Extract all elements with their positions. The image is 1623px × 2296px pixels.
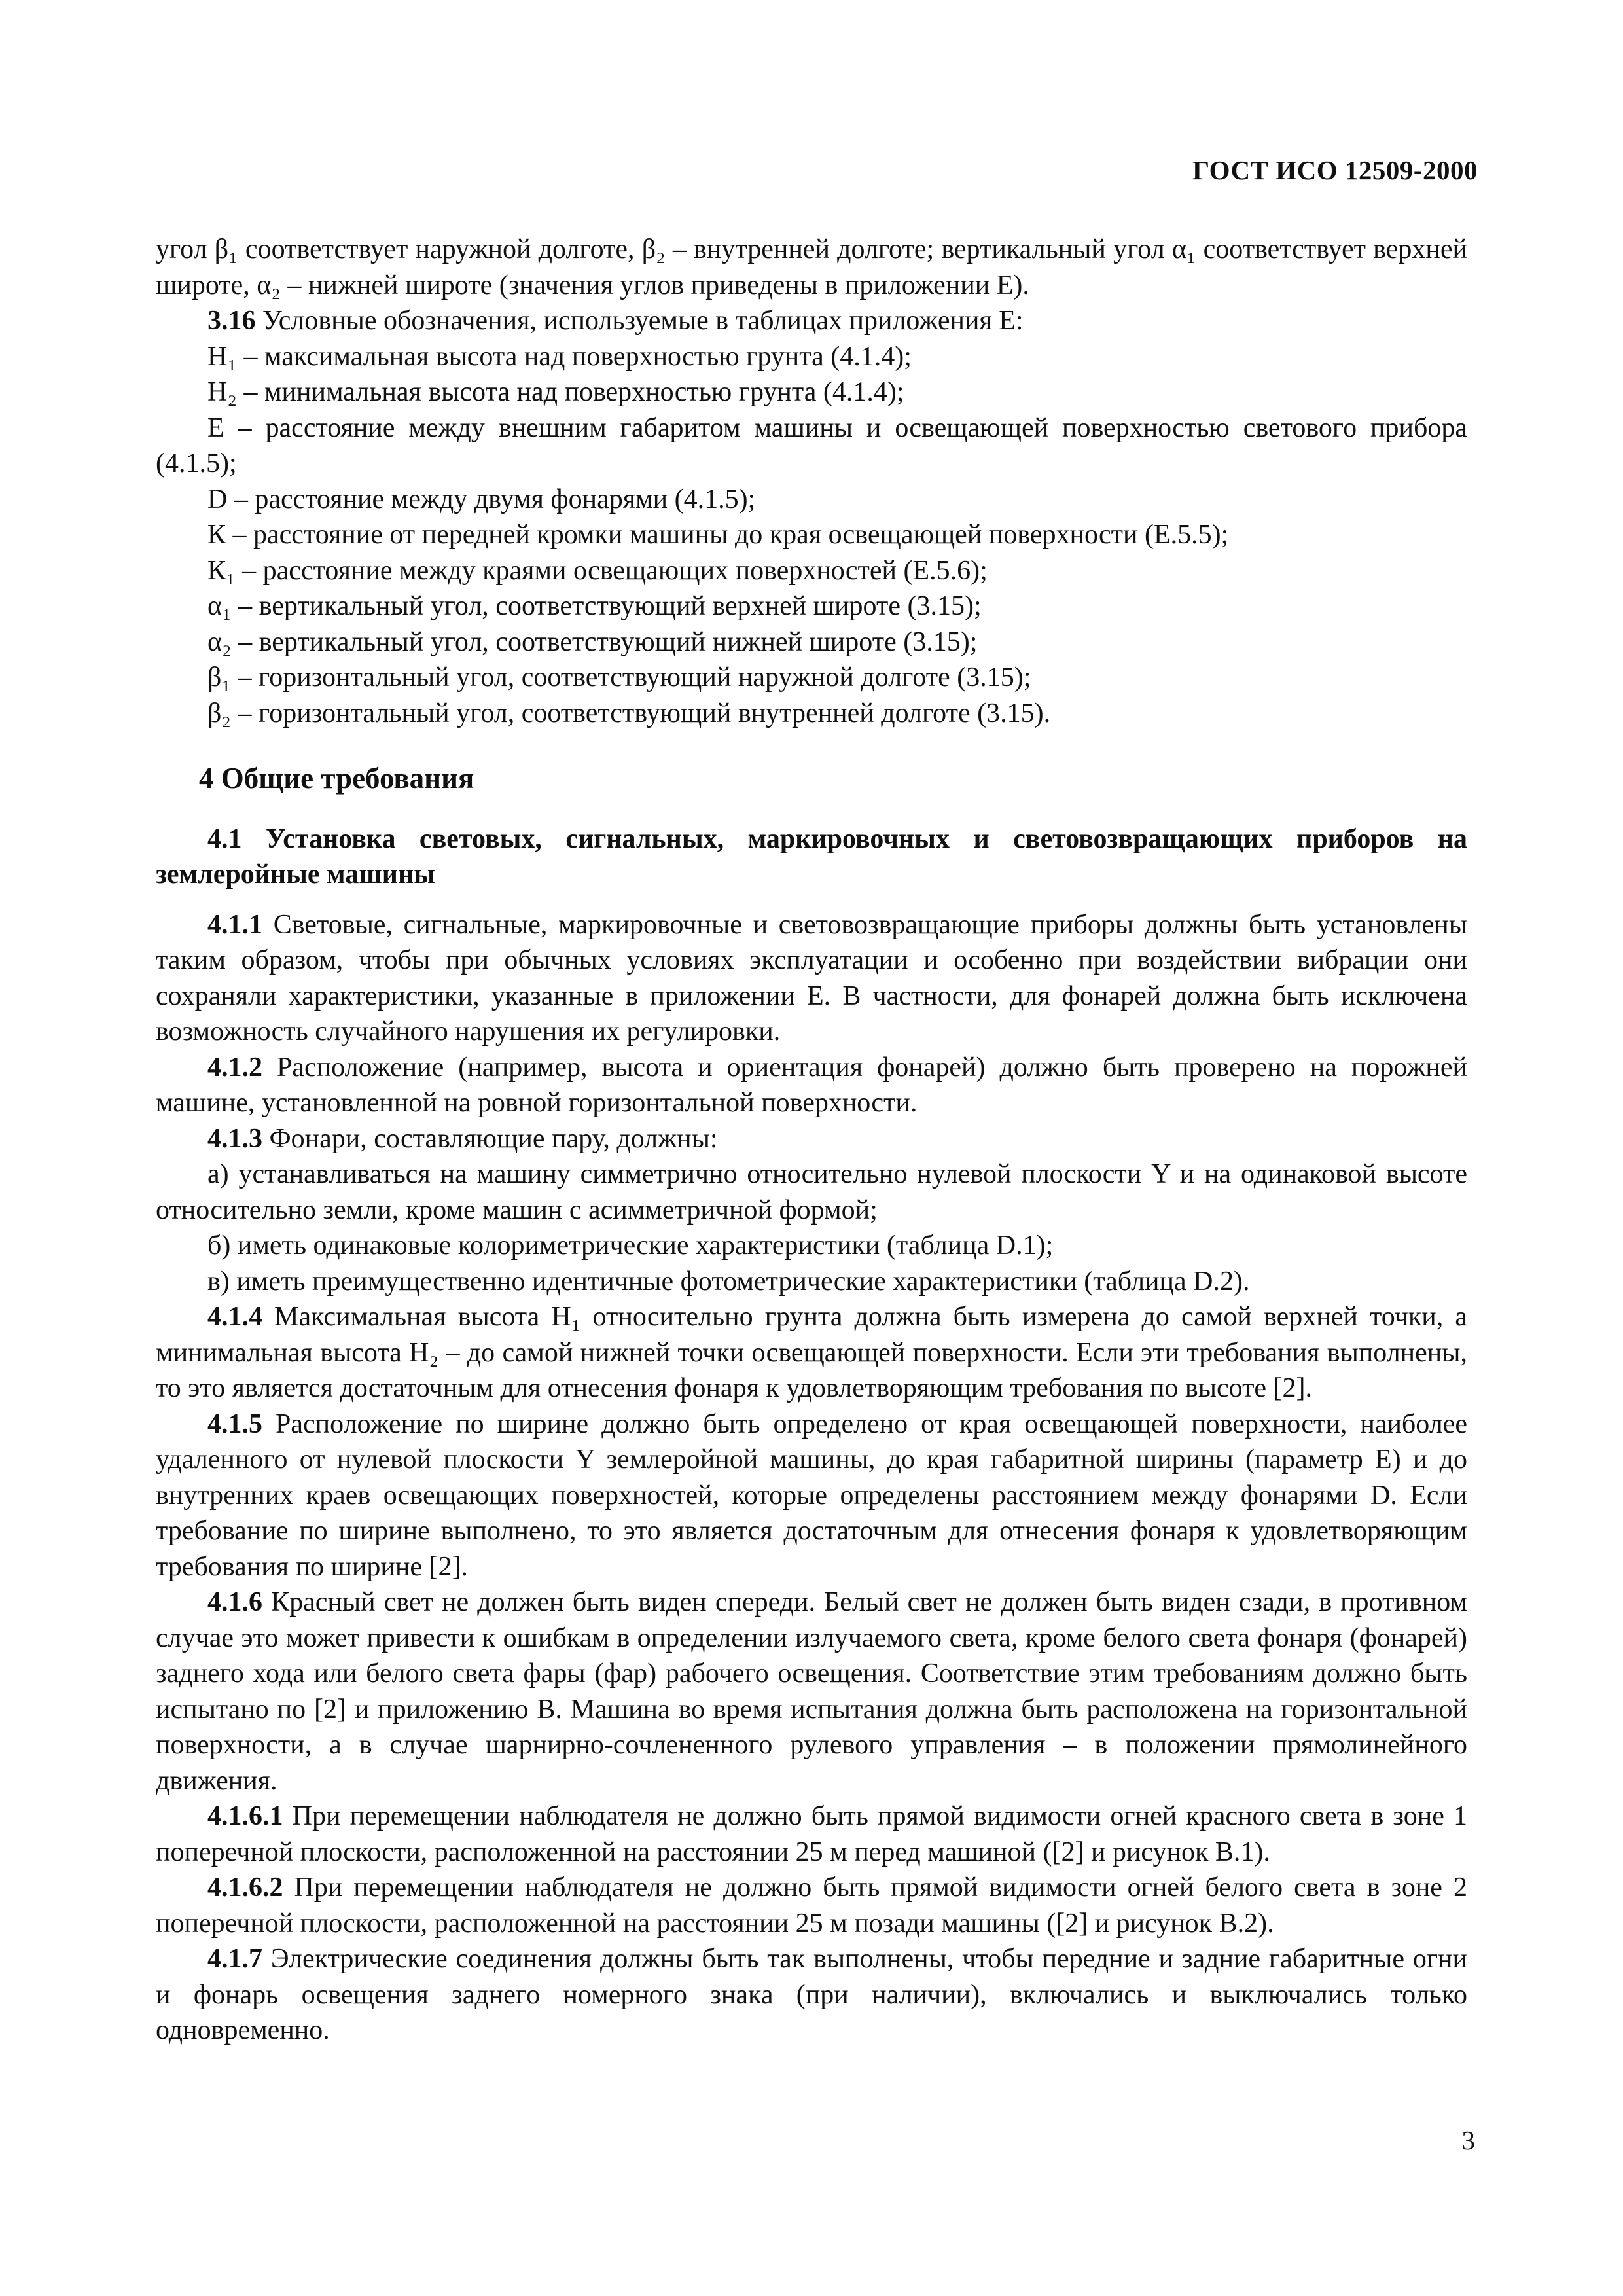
clause-number: 4.1.6.2 <box>207 1873 283 1903</box>
symbol-item-h2: H₂ – минимальная высота над поверхностью грунта (4.1.4); <box>207 377 904 407</box>
clause-number: 4.1.5 <box>207 1408 262 1439</box>
clause-4-1-4 <box>156 1299 1467 1407</box>
document-body <box>156 232 1467 2049</box>
clause-number: 4.1.6.1 <box>207 1801 283 1831</box>
symbol-item-k1: К₁ – расстояние между краями освещающих поверхностей (Е.5.6); <box>207 555 988 586</box>
clause-4-1-6-1 <box>156 1799 1467 1870</box>
clause-4-1-1 <box>156 907 1467 1050</box>
symbol-item-k: К – расстояние от передней кромки машины до края освещающей поверхности (Е.5.5); <box>207 520 1229 550</box>
list-item-b: б) иметь одинаковые колориметрические характеристики (таблица D.1); <box>207 1230 1054 1261</box>
subsection-4-1-title: 4.1 Установка световых, сигнальных, маркировочных и световозвращающих приборов на землеройные машины <box>156 823 1467 889</box>
clause-text: При перемещении наблюдателя не должно быть прямой видимости огней белого света в зоне 2 поперечной плоскости, расположенной на расстоянии 25 м позади машины ([2] и рисунок В.2). <box>156 1873 1467 1939</box>
clause-4-1-7 <box>156 1941 1467 2049</box>
clause-text: При перемещении наблюдателя не должно быть прямой видимости огней красного света в зоне 1 поперечной плоскости, расположенной на расстоянии 25 м перед машиной ([2] и рисунок В.1). <box>156 1801 1467 1867</box>
symbol-item-beta2: β₂ – горизонтальный угол, соответствующий внутренней долготе (3.15). <box>207 698 1051 728</box>
clause-text: Световые, сигнальные, маркировочные и световозвращающие приборы должны быть установлены таким образом, чтобы при обычных условиях эксплуатации и особенно при воздействии вибрации они сохраняли характеристики, указанные в приложении Е. В частности, для фонарей должна быть исключена возможность случайного нарушения их регулировки. <box>156 909 1467 1047</box>
clause-4-1-2 <box>156 1050 1467 1121</box>
symbol-item-h1: H₁ – максимальная высота над поверхностью грунта (4.1.4); <box>207 341 912 372</box>
clause-text: Максимальная высота H₁ относительно грунта должна быть измерена до самой верхней точки, а минимальная высота H₂ – до самой нижней точки освещающей поверхности. Если эти требования выполнены, то это является достаточным для отнесения фонаря к удовлетворяющим требования по высоте [2]. <box>156 1302 1467 1403</box>
clause-4-1-5 <box>156 1407 1467 1585</box>
clause-text: Расположение (например, высота и ориентация фонарей) должно быть проверено на порожней машине, установленной на ровной горизонтальной поверхности. <box>156 1052 1467 1118</box>
list-item-v: в) иметь преимущественно идентичные фотометрические характеристики (таблица D.2). <box>207 1266 1250 1297</box>
clause-number: 3.16 <box>207 306 256 336</box>
page-number: 3 <box>1461 2125 1475 2155</box>
clause-3-16 <box>156 303 1467 339</box>
clause-number: 4.1.6 <box>207 1587 262 1617</box>
clause-number: 4.1.7 <box>207 1944 262 1974</box>
clause-number: 4.1.4 <box>207 1302 262 1332</box>
clause-4-1-6 <box>156 1585 1467 1799</box>
clause-text: Условные обозначения, используемые в таблицах приложения Е: <box>255 306 1024 336</box>
list-item-a: а) устанавливаться на машину симметрично относительно нулевой плоскости Y и на одинаковой высоте относительно земли, кроме машин с асимметричной формой; <box>156 1159 1467 1225</box>
section-4-title: 4 Общие требования <box>199 762 474 795</box>
clause-number: 4.1.1 <box>207 909 262 940</box>
clause-text: Фонари, составляющие пару, должны: <box>262 1123 718 1154</box>
clause-4-1-3 <box>156 1121 1467 1157</box>
clause-text: Электрические соединения должны быть так выполнены, чтобы передние и задние габаритные огни и фонарь освещения заднего номерного знака (при наличии), включались и выключались только одновременно. <box>156 1944 1467 2045</box>
symbol-item-alpha1: α₁ – вертикальный угол, соответствующий верхней широте (3.15); <box>207 591 982 621</box>
clause-text: Расположение по ширине должно быть определено от края освещающей поверхности, наиболее удаленного от нулевой плоскости Y землеройной машины, до края габаритной ширины (параметр Е) и до внутренних краев освещающих поверхностей, которые определены расстоянием между фонарями D. Если требование по ширине выполнено, то это является достаточным для отнесения фонаря к удовлетворяющим требования по ширине [2]. <box>156 1408 1467 1582</box>
paragraph-continuation: угол β₁ соответствует наружной долготе, β₂ – внутренней долготе; вертикальный угол α₁ соответствует верхней широте, α₂ – нижней широте (значения углов приведены в приложении Е). <box>156 234 1467 300</box>
symbol-item-d: D – расстояние между двумя фонарями (4.1.5); <box>207 484 756 514</box>
clause-number: 4.1.2 <box>207 1052 262 1083</box>
clause-number: 4.1.3 <box>207 1123 262 1154</box>
clause-text: Красный свет не должен быть виден спереди. Белый свет не должен быть виден сзади, в противном случае это может привести к ошибкам в определении излучаемого света, кроме белого света фонаря (фонарей) заднего хода или белого света фары (фар) рабочего освещения. Соответствие этим требованиям должно быть испытано по [2] и приложению В. Машина во время испытания должна быть расположена на горизонтальной поверхности, а в случае шарнирно-сочлененного рулевого управления – в положении прямолинейного движения. <box>156 1587 1467 1796</box>
symbol-item-alpha2: α₂ – вертикальный угол, соответствующий нижней широте (3.15); <box>207 626 978 657</box>
symbol-item-e: Е – расстояние между внешним габаритом машины и освещающей поверхностью светового прибора (4.1.5); <box>156 412 1467 478</box>
symbol-item-beta1: β₁ – горизонтальный угол, соответствующий наружной долготе (3.15); <box>207 662 1031 692</box>
document-code-header: ГОСТ ИСО 12509-2000 <box>1192 155 1478 185</box>
clause-4-1-6-2 <box>156 1870 1467 1941</box>
